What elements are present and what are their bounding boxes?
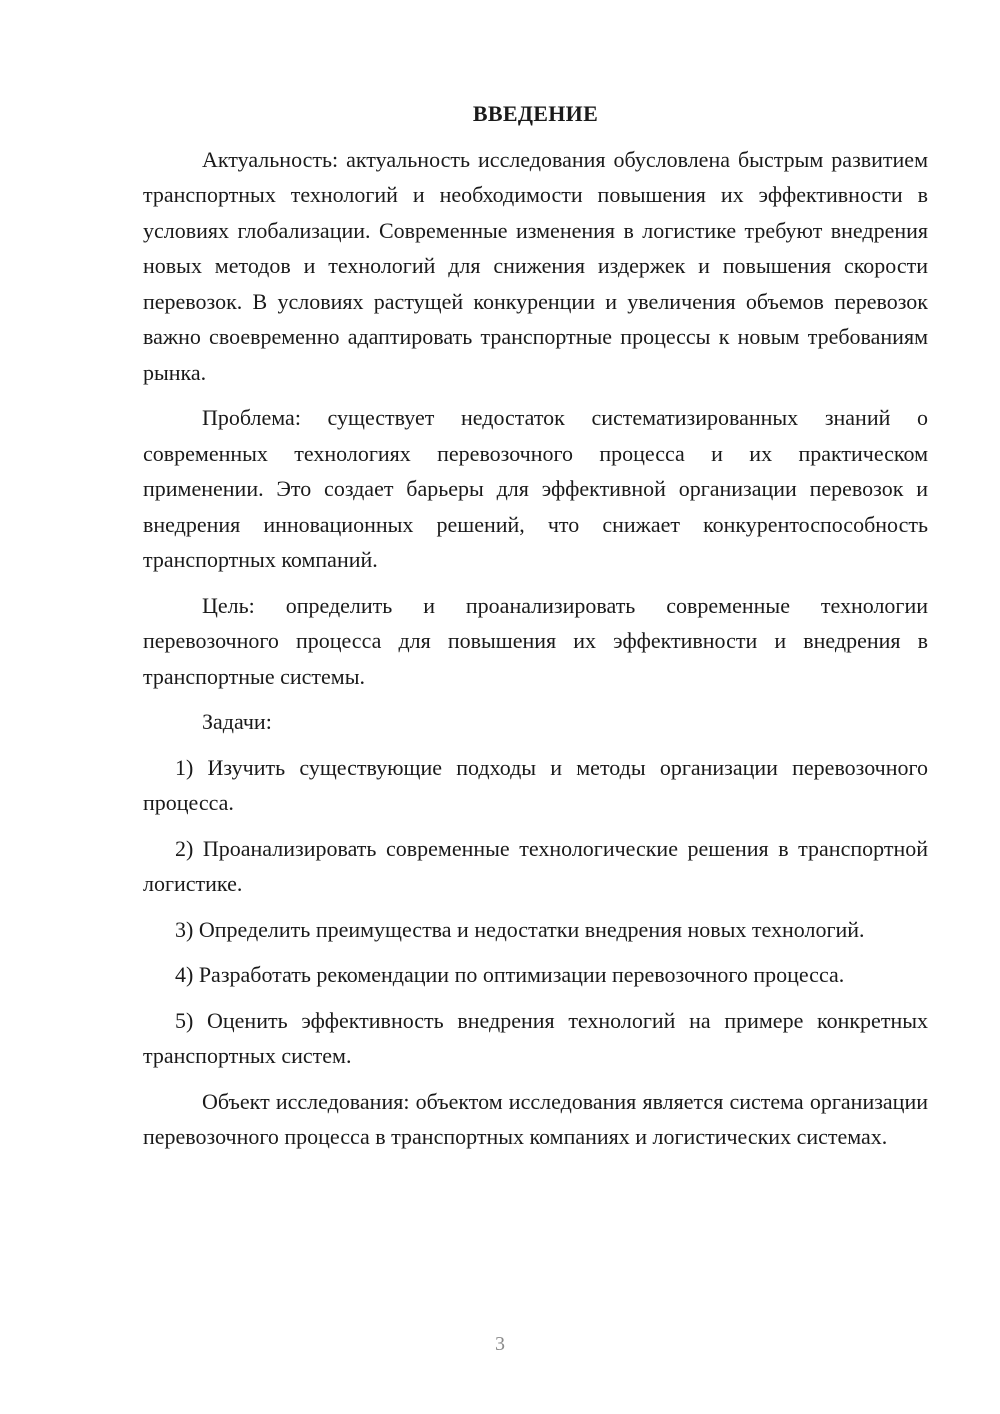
tasks-heading: Задачи: — [202, 709, 272, 734]
paragraph-problem: Проблема: существует недостаток систематизированных знаний о современных технологиях перевозочного процесса и их практическом применении. Это создает барьеры для эффективной организации перевозок и внедрения инновационных решений, что снижает конкурентоспособность транспортных компаний. — [143, 405, 928, 572]
task-item-1: 1) Изучить существующие подходы и методы организации перевозочного процесса. — [143, 754, 928, 815]
section-title: ВВЕДЕНИЕ — [472, 101, 599, 126]
page-content — [143, 96, 928, 1155]
task-item-3: 3) Определить преимущества и недостатки внедрения новых технологий. — [175, 916, 865, 942]
task-item-2: 2) Проанализировать современные технологические решения в транспортной логистике. — [143, 835, 928, 896]
paragraph-relevance: Актуальность: актуальность исследования обусловлена быстрым развитием транспортных технологий и необходимости повышения их эффективности в условиях глобализации. Современные изменения в логистике требуют внедрения новых методов и технологий для снижения издержек и повышения скорости перевозок. В условиях растущей конкуренции и увеличения объемов перевозок важно своевременно адаптировать транспортные процессы к новым требованиям рынка. — [143, 146, 928, 385]
paragraph-goal: Цель: определить и проанализировать современные технологии перевозочного процесса для повышения их эффективности и внедрения в транспортные системы. — [143, 592, 928, 689]
paragraph-object: Объект исследования: объектом исследования является система организации перевозочного процесса в транспортных компаниях и логистических системах. — [143, 1088, 928, 1149]
page-number: 3 — [495, 1333, 505, 1355]
task-item-5: 5) Оценить эффективность внедрения технологий на примере конкретных транспортных систем. — [143, 1007, 928, 1068]
task-item-4: 4) Разработать рекомендации по оптимизации перевозочного процесса. — [175, 962, 845, 987]
